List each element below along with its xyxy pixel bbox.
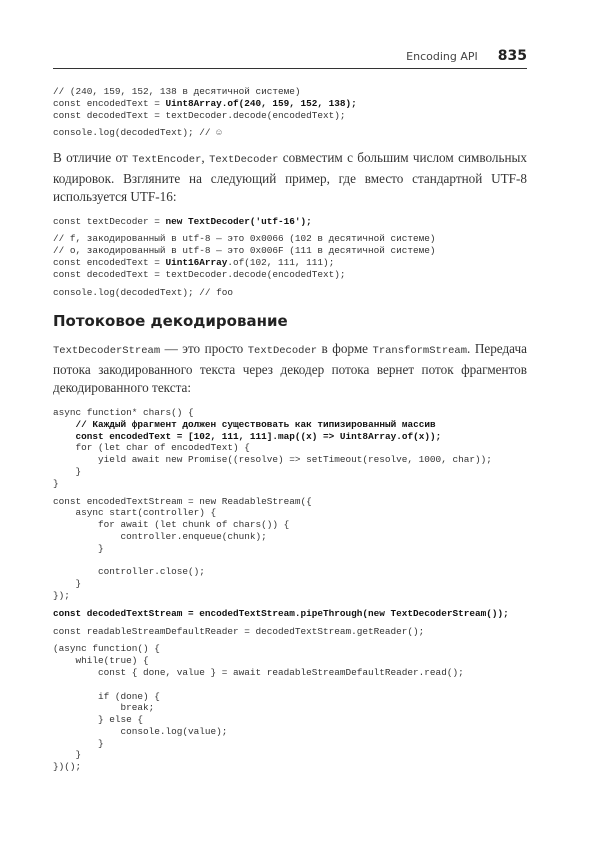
code-bold-segment: Uint8Array.of(240, 159, 152, 138); <box>165 97 357 109</box>
code-line <box>53 702 527 714</box>
code-line <box>53 590 527 602</box>
code-segment: // o, закодированный в utf-8 — это 0x006F (111 в десятичной системе) <box>53 245 436 257</box>
code-line <box>53 257 527 269</box>
code-segment: } <box>53 542 104 554</box>
code-segment: } else { <box>53 714 144 726</box>
page-content <box>53 86 527 779</box>
code-line <box>53 86 527 98</box>
inline-code: TextEncoder <box>132 154 202 167</box>
code-segment: const encodedTextStream = new ReadableStream({ <box>53 495 312 507</box>
code-segment: } <box>53 465 82 477</box>
code-line <box>53 419 527 431</box>
code-block <box>53 127 527 139</box>
code-line <box>53 269 527 281</box>
code-segment: const encodedText = <box>53 97 166 109</box>
code-line <box>53 431 527 443</box>
code-segment: const textDecoder = <box>53 215 166 227</box>
inline-code: TextDecoderStream <box>53 345 161 358</box>
code-line <box>53 679 527 691</box>
code-line <box>53 478 527 490</box>
code-bold-segment: // Каждый фрагмент должен существовать как типизированный массив <box>75 418 436 430</box>
code-segment: for (let char of encodedText) { <box>53 442 250 454</box>
code-line <box>53 726 527 738</box>
code-line <box>53 110 527 122</box>
code-segment: .of(102, 111, 111); <box>227 257 335 269</box>
code-segment: console.log(decodedText); // foo <box>53 286 234 298</box>
inline-code: TransformStream <box>372 345 468 358</box>
code-segment: for await (let chunk of chars()) { <box>53 519 290 531</box>
code-segment: } <box>53 737 104 749</box>
paragraph-text: совместим с большим числом символьных кодировок. Взгляните на следующий пример, где вместо стандартной UTF-8 используется UTF-16: <box>53 150 528 205</box>
code-line <box>53 738 527 750</box>
code-segment: yield await new Promise((resolve) => setTimeout(resolve, 1000, char)); <box>53 454 492 466</box>
code-line <box>53 507 527 519</box>
code-bold-segment: const decodedTextStream = encodedTextStream.pipeThrough(new TextDecoderStream()); <box>53 607 509 619</box>
code-segment: } <box>53 477 59 489</box>
running-header <box>406 48 527 64</box>
header-rule <box>53 68 527 69</box>
code-block <box>53 626 527 638</box>
code-line <box>53 216 527 228</box>
section-heading: Потоковое декодирование <box>53 312 288 331</box>
code-segment: controller.enqueue(chunk); <box>53 530 267 542</box>
code-bold-segment: Uint16Array <box>165 257 228 269</box>
body-paragraph <box>53 340 527 398</box>
code-block <box>53 496 527 602</box>
code-line <box>53 531 527 543</box>
code-line <box>53 98 527 110</box>
code-segment: const encodedText = <box>53 257 166 269</box>
code-block <box>53 216 527 228</box>
inline-code: TextDecoder <box>209 154 279 167</box>
code-block <box>53 86 527 121</box>
code-line <box>53 714 527 726</box>
code-segment: const decodedText = textDecoder.decode(encodedText); <box>53 109 346 121</box>
code-line <box>53 496 527 508</box>
code-line <box>53 519 527 531</box>
code-segment: } <box>53 749 82 761</box>
code-line <box>53 566 527 578</box>
code-bold-segment: const encodedText = [102, 111, 111].map((x) => Uint8Array.of(x)); <box>75 430 442 442</box>
code-bold-segment: new TextDecoder('utf-16'); <box>165 215 312 227</box>
code-line <box>53 555 527 567</box>
code-block <box>53 407 527 490</box>
code-line <box>53 454 527 466</box>
body-paragraph <box>53 149 527 207</box>
code-segment: async function* chars() { <box>53 406 194 418</box>
paragraph-text: В отличие от <box>53 150 133 166</box>
code-line <box>53 643 527 655</box>
code-line <box>53 127 527 139</box>
code-segment: const decodedText = textDecoder.decode(encodedText); <box>53 268 346 280</box>
code-line <box>53 749 527 761</box>
code-line <box>53 442 527 454</box>
code-line <box>53 655 527 667</box>
code-segment: while(true) { <box>53 655 149 667</box>
code-segment: }); <box>53 589 70 601</box>
code-segment: console.log(value); <box>53 725 228 737</box>
code-block <box>53 233 527 280</box>
code-line <box>53 466 527 478</box>
paragraph-text: — это просто <box>160 341 248 357</box>
code-line <box>53 761 527 773</box>
code-segment: if (done) { <box>53 690 160 702</box>
code-line <box>53 608 527 620</box>
paragraph-text: , <box>201 150 210 166</box>
code-line <box>53 578 527 590</box>
code-line <box>53 407 527 419</box>
inline-code: TextDecoder <box>247 345 318 358</box>
code-block <box>53 643 527 773</box>
code-line <box>53 691 527 703</box>
code-line <box>53 626 527 638</box>
code-block <box>53 287 527 299</box>
code-line <box>53 287 527 299</box>
page-number: 835 <box>497 48 527 64</box>
code-segment: })(); <box>53 761 82 773</box>
code-segment: (async function() { <box>53 643 160 655</box>
code-line <box>53 543 527 555</box>
code-segment: break; <box>53 702 155 714</box>
paragraph-text: в форме <box>317 341 373 357</box>
code-segment: const readableStreamDefaultReader = decodedTextStream.getReader(); <box>53 625 425 637</box>
code-segment <box>53 431 76 442</box>
code-segment: // (240, 159, 152, 138 в десятичной системе) <box>53 86 301 97</box>
code-line <box>53 667 527 679</box>
code-segment: // f, закодированный в utf-8 — это 0x0066 (102 в десятичной системе) <box>53 233 436 245</box>
code-segment: controller.close(); <box>53 566 205 578</box>
code-segment <box>53 419 76 430</box>
code-line <box>53 245 527 257</box>
code-block <box>53 608 527 620</box>
code-segment: const { done, value } = await readableStreamDefaultReader.read(); <box>53 666 464 678</box>
code-segment: async start(controller) { <box>53 507 217 519</box>
code-line <box>53 233 527 245</box>
code-segment: } <box>53 578 82 590</box>
paragraph-text: . Передача потока закодированного текста через декодер потока вернет поток фрагментов декодированного текста: <box>53 341 527 396</box>
section-title: Encoding API <box>406 50 478 63</box>
code-segment: console.log(decodedText); // ☺ <box>53 127 222 139</box>
